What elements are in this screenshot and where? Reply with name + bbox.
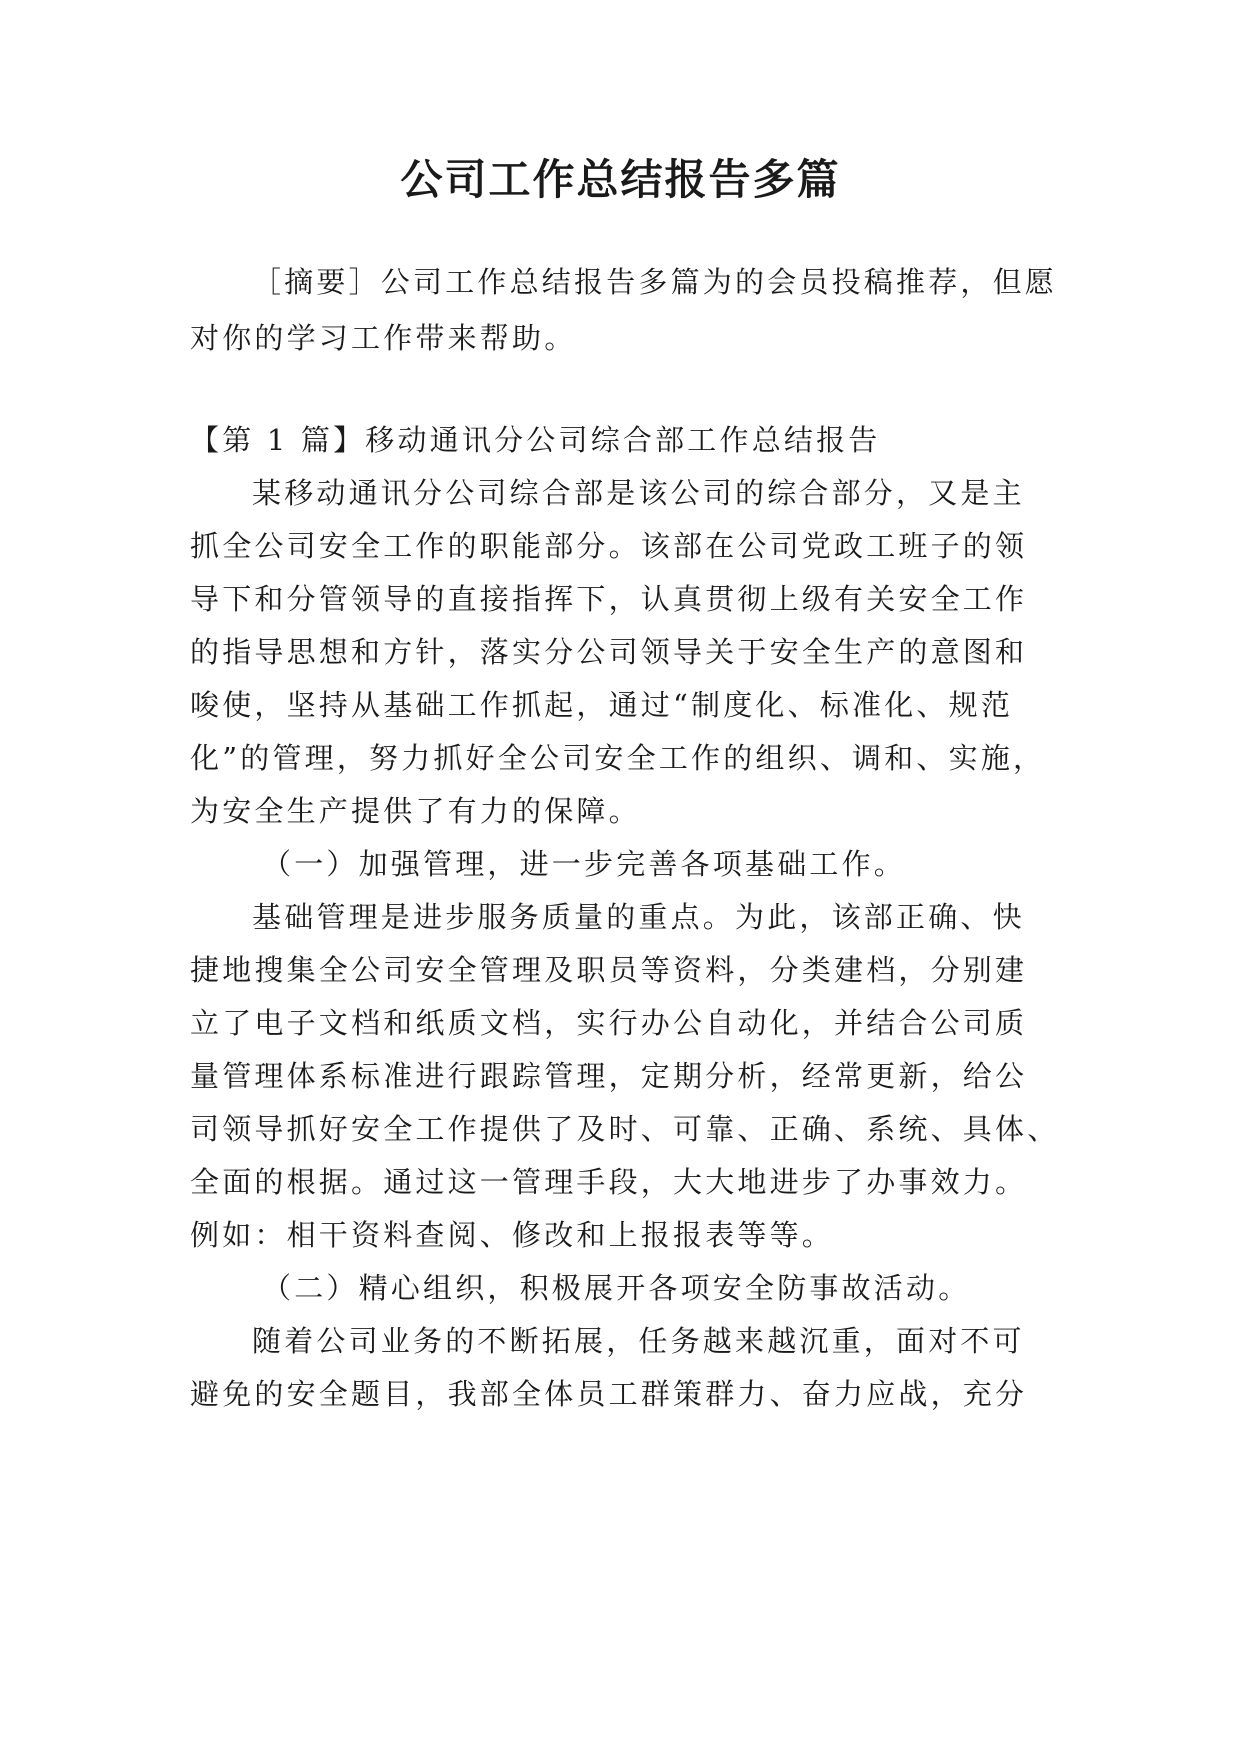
paragraph-line: 捷地搜集全公司安全管理及职员等资料，分类建档，分别建	[190, 953, 1028, 987]
paragraph-line: 全面的根据。通过这一管理手段，大大地进步了办事效力。	[190, 1165, 1028, 1199]
paragraph-line: 化”的管理，努力抓好全公司安全工作的组织、调和、实施，	[190, 741, 1046, 775]
document-title: 公司工作总结报告多篇	[400, 155, 841, 204]
paragraph-line: 抓全公司安全工作的职能部分。该部在公司党政工班子的领	[190, 529, 1028, 563]
section-heading: 【第 1 篇】移动通讯分公司综合部工作总结报告	[190, 423, 881, 457]
paragraph-line: 为安全生产提供了有力的保障。	[190, 794, 641, 828]
abstract-line-2: 对你的学习工作带来帮助。	[190, 321, 577, 355]
paragraph-line: 导下和分管领导的直接指挥下，认真贯彻上级有关安全工作	[190, 582, 1028, 616]
subheading-1: （一）加强管理，进一步完善各项基础工作。	[262, 847, 907, 881]
paragraph-line: 的指导思想和方针，落实分公司领导关于安全生产的意图和	[190, 635, 1028, 669]
paragraph-line: 唆使，坚持从基础工作抓起，通过“制度化、标准化、规范	[190, 688, 1014, 722]
subheading-2: （二）精心组织，积极展开各项安全防事故活动。	[262, 1271, 971, 1305]
paragraph-line: 某移动通讯分公司综合部是该公司的综合部分，又是主	[252, 476, 1025, 510]
paragraph-line: 随着公司业务的不断拓展，任务越来越沉重，面对不可	[252, 1324, 1025, 1358]
paragraph-line: 避免的安全题目，我部全体员工群策群力、奋力应战，充分	[190, 1377, 1028, 1411]
paragraph-line: 例如：相干资料查阅、修改和上报报表等等。	[190, 1218, 835, 1252]
paragraph-line: 立了电子文档和纸质文档，实行办公自动化，并结合公司质	[190, 1006, 1028, 1040]
abstract-line-1: ［摘要］公司工作总结报告多篇为的会员投稿推荐，但愿	[252, 265, 1058, 299]
paragraph-line: 量管理体系标准进行跟踪管理，定期分析，经常更新，给公	[190, 1059, 1028, 1093]
paragraph-line: 司领导抓好安全工作提供了及时、可靠、正确、系统、具体、	[190, 1112, 1060, 1146]
paragraph-line: 基础管理是进步服务质量的重点。为此，该部正确、快	[252, 900, 1025, 934]
